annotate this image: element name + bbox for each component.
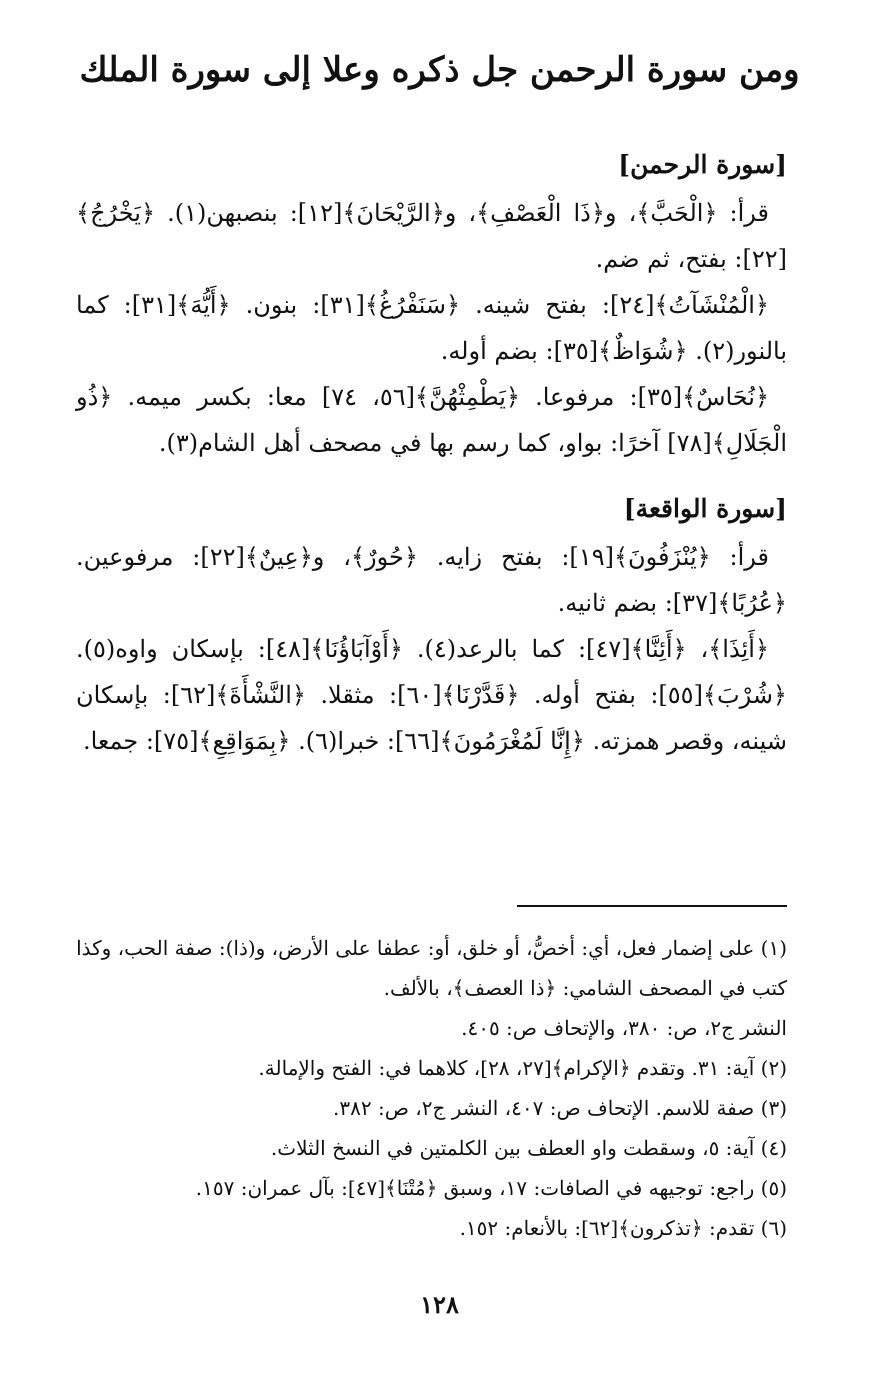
footnote: (٢) آية: ٣١. وتقدم ﴿الإكرام﴾[٢٧، ٢٨]، كلاهما في: الفتح والإمالة. (258, 1056, 787, 1080)
section-gap (76, 466, 787, 484)
section-heading-waqia: [سورة الواقعة] (623, 494, 787, 523)
footnote: (٤) آية: ٥، وسقطت واو العطف بين الكلمتين في النسخ الثلاث. (270, 1136, 787, 1160)
footnote: (٥) راجع: توجيهه في الصافات: ١٧، وسبق ﴿مُتْنَا﴾[٤٧]: بآل عمران: ١٥٧. (195, 1176, 787, 1200)
page-number: ١٢٨ (420, 1290, 459, 1319)
paragraph: ﴿الْمُنْشَآتُ﴾[٢٤]: بفتح شينه. ﴿سَنَفْرُغُ﴾[٣١]: بنون. ﴿أَيُّهَ﴾[٣١]: كما بالنور(٢). ﴿شُوَاظٌ﴾[٣٥]: بضم أوله. (76, 291, 787, 365)
paragraph: قرأ: ﴿الْحَبَّ﴾، و﴿ذَا الْعَصْفِ﴾، و﴿الرَّيْحَانَ﴾[١٢]: بنصبهن(١). ﴿يَخْرُجُ﴾[٢٢]: بفتح، ثم ضم. (76, 199, 787, 273)
main-text (76, 140, 787, 764)
paragraph: ﴿أَئِذَا﴾، ﴿أَئِنَّا﴾[٤٧]: كما بالرعد(٤). ﴿أَوْآبَاؤُنَا﴾[٤٨]: بإسكان واوه(٥). ﴿شُرْبَ﴾[٥٥]: بفتح أوله. ﴿قَدَّرْنَا﴾[٦٠]: مثقلا. ﴿النَّشْأَةَ﴾[٦٢]: بإسكان شينه، وقصر همزته. ﴿إِنَّا لَمُغْرَمُونَ﴾[٦٦]: خبرا(٦). ﴿بِمَوَاقِعِ﴾[٧٥]: جمعا. (76, 635, 787, 755)
footnote: (٦) تقدم: ﴿تذكرون﴾[٦٢]: بالأنعام: ١٥٢. (459, 1216, 787, 1240)
paragraph: قرأ: ﴿يُنْزَفُونَ﴾[١٩]: بفتح زايه. ﴿حُورٌ﴾، و﴿عِينٌ﴾[٢٢]: مرفوعين. ﴿عُرُبًا﴾[٣٧]: بضم ثانيه. (76, 543, 787, 617)
section-heading-rahman: [سورة الرحمن] (618, 150, 787, 179)
page-title: ومن سورة الرحمن جل ذكره وعلا إلى سورة الملك (79, 50, 800, 90)
footnote: (١) على إضمار فعل، أي: أخصُّ، أو خلق، أو: عطفا على الأرض، و(ذا): صفة الحب، وكذا كتب في المصحف الشامي: ﴿ذا العصف﴾، بالألف. (76, 936, 787, 1000)
footnotes (76, 928, 787, 1248)
footnote: النشر ج٢، ص: ٣٨٠، والإتحاف ص: ٤٠٥. (461, 1016, 787, 1040)
footnote: (٣) صفة للاسم. الإتحاف ص: ٤٠٧، النشر ج٢، ص: ٣٨٢. (333, 1096, 787, 1120)
footnote-separator (517, 905, 787, 907)
paragraph: ﴿نُحَاسٌ﴾[٣٥]: مرفوعا. ﴿يَطْمِثْهُنَّ﴾[٥٦، ٧٤] معا: بكسر ميمه. ﴿ذُو الْجَلَالِ﴾[٧٨] آخرًا: بواو، كما رسم بها في مصحف أهل الشام(٣). (76, 383, 787, 457)
